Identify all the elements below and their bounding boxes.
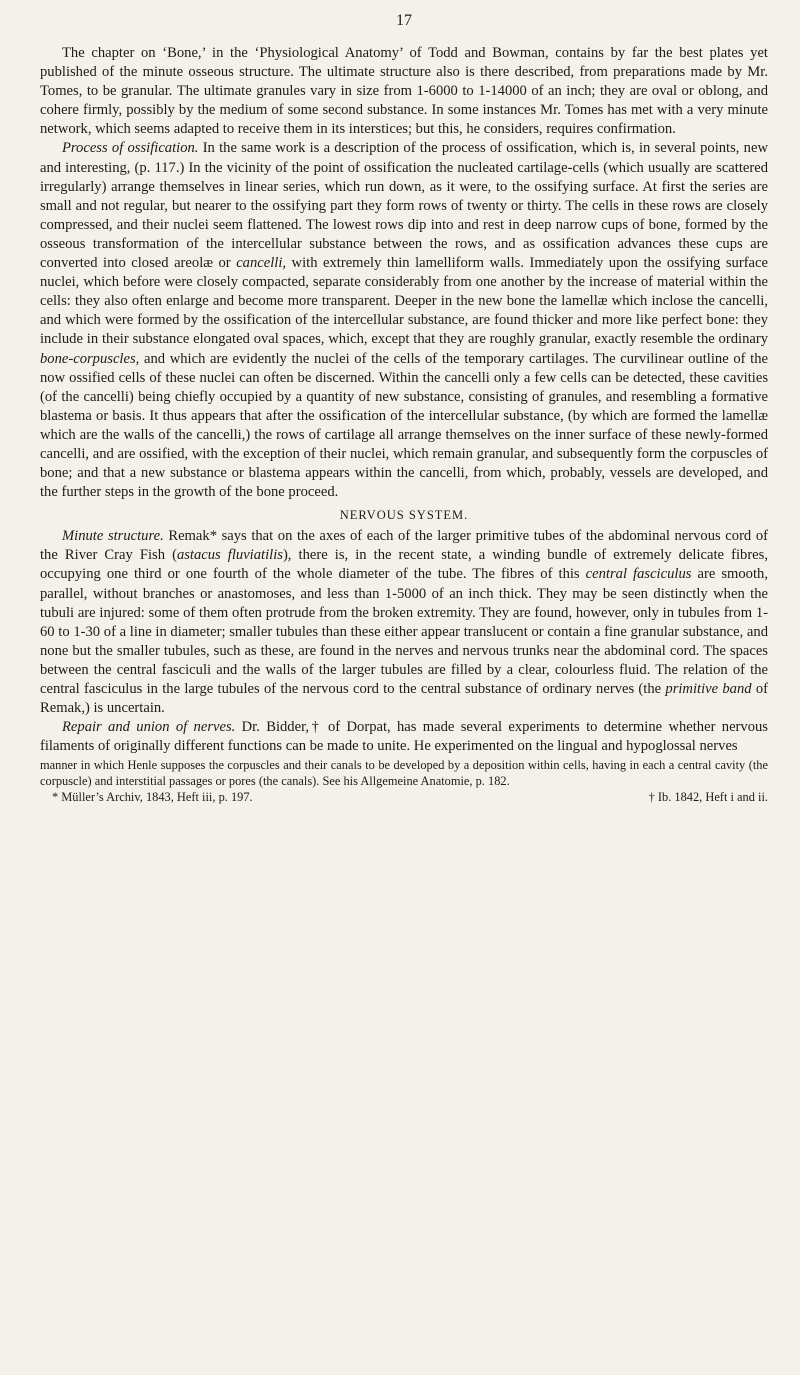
- footnote-continuation: manner in which Henle supposes the corpuscles and their canals to be developed by a deposition within cells, having in each a central cavity (the corpuscle) and interstitial passages or pores (the canals). See his Allgemeine Anatomie, p. 182.: [40, 758, 768, 788]
- text-span: of Remak,) is uncertain.: [40, 681, 768, 717]
- run-in-heading-repair: Repair and union of nerves.: [62, 719, 236, 736]
- run-in-heading-ossification: Process of ossification.: [62, 140, 199, 157]
- text-span: Dr. Bidder,† of Dorpat, has made several experiments to determine whether nervous filaments of originally different functions can be made to unite. He experimented on the lingual and hypoglossal nerves: [40, 719, 768, 755]
- paragraph-ossification: [40, 139, 768, 502]
- italic-term: central fasciculus: [585, 566, 692, 583]
- text-span: and which are evidently the nuclei of the cells of the temporary cartilages. The curvilinear outline of the now ossified cells of these nuclei can often be discerned. Within the cancelli only a few cells can be detected, these cavities (of the cancelli) being chiefly occupied by a quantity of new substance, consisting of granules, and resembling a formative blastema or basis. It thus appears that after the ossification of the intercellular substance, (by which are formed the lamellæ which are the walls of the cancelli,) the rows of cartilage all arrange themselves on the inner surface of these newly-formed cancelli, and are ossified, with the exception of their nuclei, which remain granular, and subsequently form the corpuscles of bone; and that a new substance or blastema appears within the cancelli, from which, probably, vessels are developed, and the further steps in the growth of the bone proceed.: [40, 350, 768, 501]
- footnote-row: [40, 790, 768, 806]
- text-span: ), there is, in the recent state, a winding bundle of extremely delicate fibres, occupying one third or one fourth of the whole diameter of the tube. The fibres of this: [40, 547, 768, 583]
- text-span: In the same work is a description of the process of ossification, which is, in several points, new and interesting, (p. 117.) In the vicinity of the point of ossification the nucleated cartilage-cells (which usually are scattered irregularly) arrange themselves in linear series, which run down, as it were, to the ossifying surface. At first the series are small and not regular, but nearer to the ossifying part they form rows of twenty or thirty. The cells in these rows are closely compressed, and their nuclei seem flattened. The lowest rows dip into and rest in deep narrow cups of bone, formed by the osseous transformation of the intercellular substance between the rows, and as ossification advances these cups are converted into closed areolæ or: [40, 140, 768, 272]
- footnotes: [40, 758, 768, 805]
- footnote-dagger: † Ib. 1842, Heft i and ii.: [648, 789, 768, 804]
- text-span: with extremely thin lamelliform walls. Immediately upon the ossifying surface nuclei, which before were closely compacted, separate considerably from one another by the increase of material within the cells: they also often enlarge and become more transparent. Deeper in the new bone the lamellæ which inclose the cancelli, and which were formed by the ossification of the intercellular substance, are found thicker and more like perfect bone: they include in their substance elongated oval spaces, which, except that they are roughly granular, exactly resemble the ordinary: [40, 255, 768, 348]
- section-heading: NERVOUS SYSTEM.: [339, 508, 469, 523]
- run-in-heading-minute-structure: Minute structure.: [62, 528, 164, 545]
- footnote-star: * Müller’s Archiv, 1843, Heft iii, p. 197.: [52, 789, 253, 804]
- paragraph-bone-structure: The chapter on ‘Bone,’ in the ‘Physiological Anatomy’ of Todd and Bowman, contains by far the best plates yet published of the minute osseous structure. The ultimate structure also is there described, from preparations made by Mr. Tomes, to be granular. The ultimate granules vary in size from 1-6000 to 1-14000 of an inch; they are oval or oblong, and cohere firmly, possibly by the medium of some second substance. In some instances Mr. Tomes has met with a very minute network, which seems adapted to receive them in its interstices; but this, he considers, requires confirmation.: [40, 45, 768, 138]
- text-span: Remak* says that on the axes of each of the larger primitive tubes of the abdominal nervous cord of the River Cray Fish (: [40, 528, 768, 564]
- paragraph-minute-structure: [40, 527, 768, 718]
- italic-term: astacus fluviatilis: [176, 547, 283, 564]
- text-span: are smooth, parallel, without branches or anastomoses, and less than 1-5000 of an inch thick. They may be seen distinctly when the tubuli are injured: some of them often protrude from the broken extremity. They are found, however, only in tubules from 1-60 to 1-30 of a line in diameter; smaller tubules than these either appear translucent or contain a fine granular substance, and none but the smaller tubules, such as these, are found in the nerves and nervous trunks near the abdominal cord. The spaces between the central fasciculi and the walls of the larger tubules are filled by a clear, colourless fluid. The relation of the central fasciculus in the large tubules of the nervous cord to the central substance of ordinary nerves (the: [40, 566, 768, 697]
- italic-term: bone-corpuscles,: [40, 350, 140, 367]
- italic-term: cancelli,: [236, 255, 287, 272]
- paragraph-repair-union: [40, 718, 768, 756]
- italic-term: primitive band: [665, 681, 752, 697]
- page-number: 17: [396, 12, 412, 29]
